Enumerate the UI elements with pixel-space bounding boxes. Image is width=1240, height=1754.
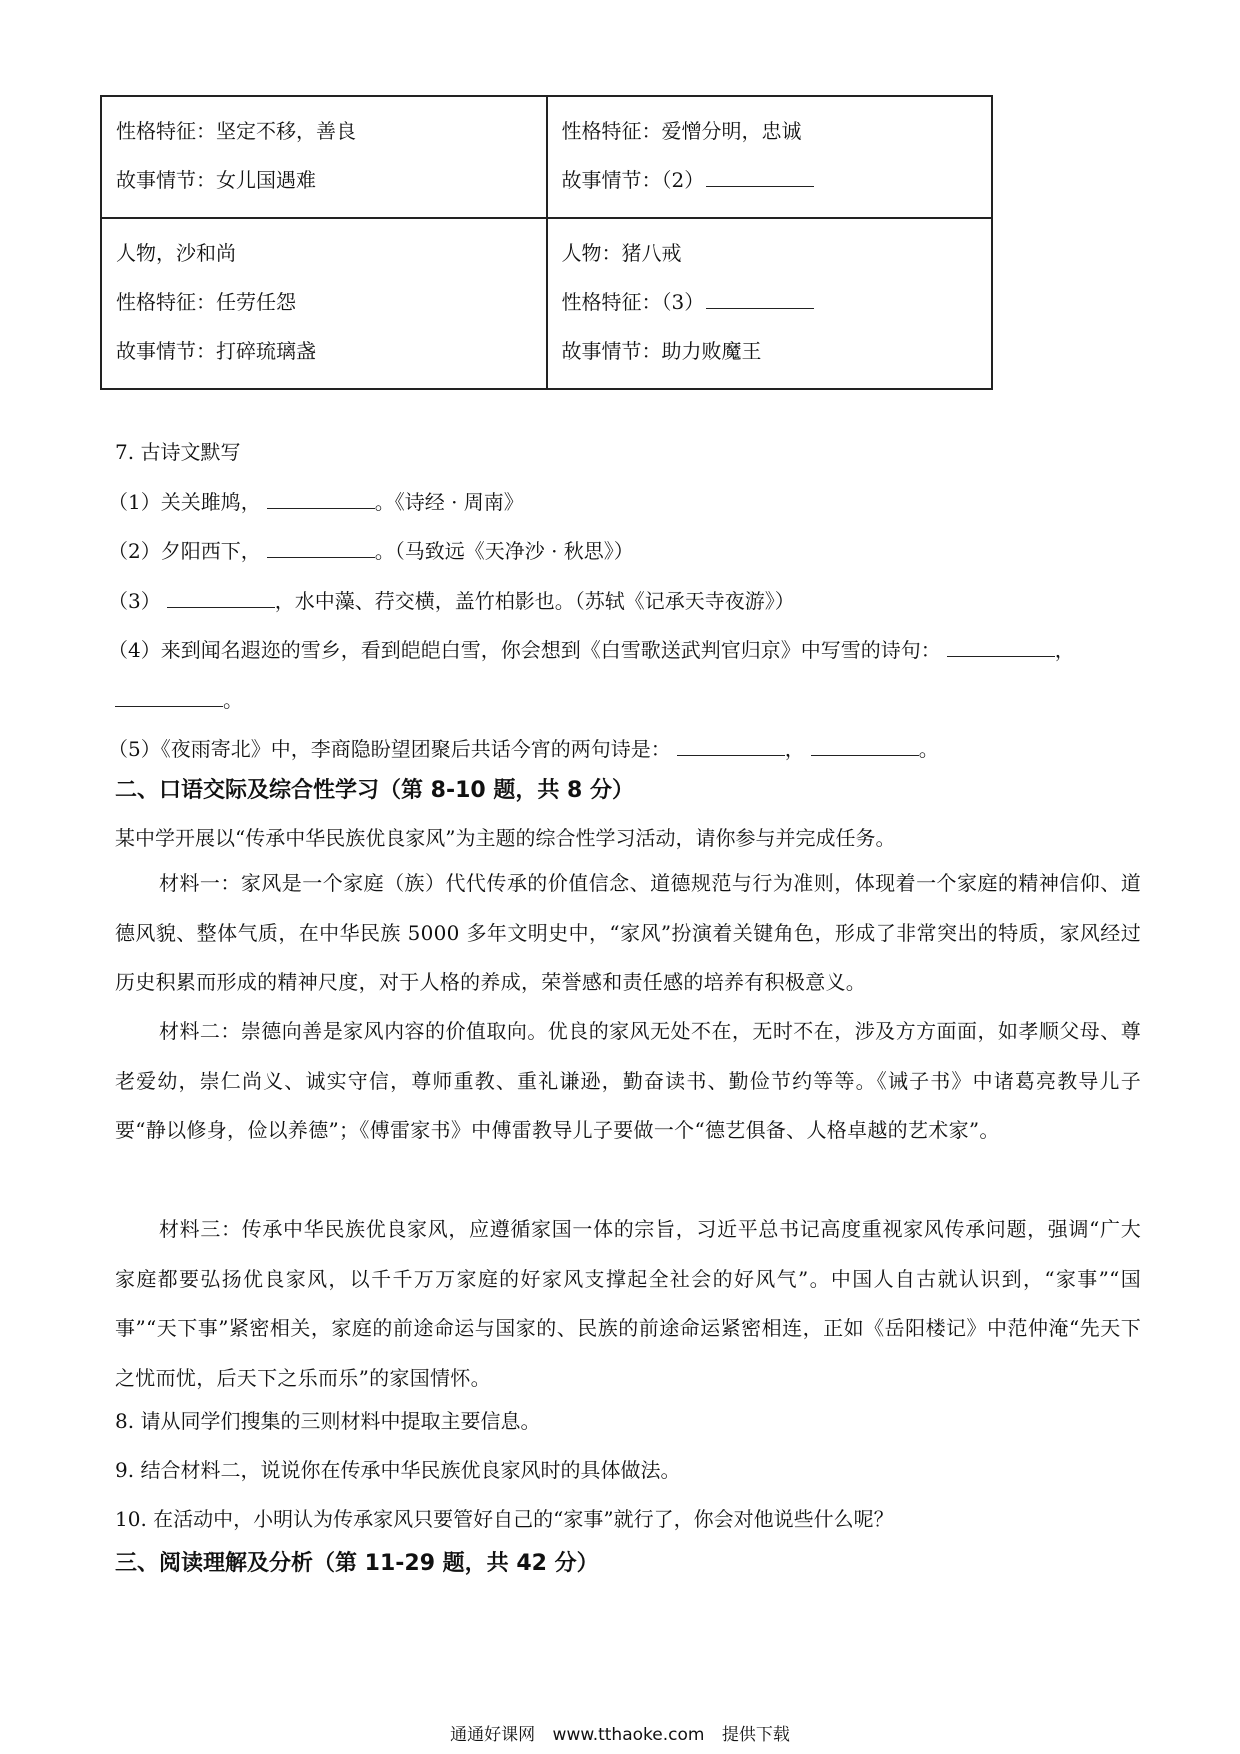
- table-cell-zhubajie: [547, 218, 993, 389]
- table-cell-sunwukong: [547, 96, 993, 218]
- answer-blank[interactable]: [677, 733, 785, 756]
- q7-item-2-after: 。（马致远《天净沙 · 秋思》）: [374, 539, 634, 563]
- q7-item-3-before: （3）: [108, 589, 161, 613]
- q7-item-1-after: 。《诗经 · 周南》: [374, 490, 524, 514]
- q7-item-5-after: 。: [918, 737, 939, 761]
- q7-item-2-before: （2）夕阳西下，: [108, 539, 261, 563]
- q7-item-4-before: （4）来到闻名遐迩的雪乡，看到皑皑白雪，你会想到《白雪歌送武判官归京》中写雪的诗句：: [108, 638, 941, 662]
- material-3: 材料三：传承中华民族优良家风，应遵循家国一体的宗旨，习近平总书记高度重视家风传承问题，强调“广大家庭都要弘扬优良家风，以千千万万家庭的好家风支撑起全社会的好风气”。中国人自古就认识到，“家事”“国事”“天下事”紧密相关，家庭的前途命运与国家的、民族的前途命运紧密相连，正如《岳阳楼记》中范仲淹“先天下之忧而忧，后天下之乐而乐”的家国情怀。: [115, 1217, 1141, 1390]
- q7-item-4-after2: 。: [223, 688, 243, 712]
- q7-item-5-middle: ，: [784, 737, 805, 761]
- footer-url[interactable]: www.tthaoke.com: [552, 1725, 705, 1745]
- cell-line-text: 性格特征：（3）: [561, 290, 705, 314]
- question-9: 9. 结合材料二，说说你在传承中华民族优良家风时的具体做法。: [115, 1458, 681, 1482]
- cell-line: 故事情节：女儿国遇难: [116, 168, 316, 192]
- answer-blank[interactable]: [706, 286, 814, 309]
- q7-title: 7. 古诗文默写: [115, 440, 241, 464]
- answer-blank[interactable]: [167, 585, 275, 608]
- q7-item-3: [108, 585, 795, 614]
- cell-line: 性格特征：坚定不移，善良: [116, 119, 356, 143]
- q7-item-4-after: ，: [1054, 638, 1075, 662]
- cell-line: [562, 156, 978, 205]
- cell-line: 故事情节：助力败魔王: [561, 339, 762, 363]
- answer-blank[interactable]: [706, 164, 814, 187]
- question-8: 8. 请从同学们搜集的三则材料中提取主要信息。: [115, 1409, 541, 1433]
- q7-item-3-after: ，水中藻、荇交横，盖竹柏影也。（苏轼《记承天寺夜游》）: [274, 589, 795, 613]
- answer-blank[interactable]: [267, 486, 375, 509]
- cell-line: 性格特征：爱憎分明，忠诚: [561, 119, 802, 143]
- cell-line-text: 故事情节：（2）: [561, 168, 705, 192]
- q7-item-5-before: （5）《夜雨寄北》中，李商隐盼望团聚后共话今宵的两句诗是：: [108, 737, 671, 761]
- answer-blank[interactable]: [115, 684, 223, 707]
- question-10: 10. 在活动中，小明认为传承家风只要管好自己的“家事”就行了，你会对他说些什么呢？: [115, 1507, 894, 1531]
- answer-blank[interactable]: [811, 733, 919, 756]
- footer-site-name: 通通好课网: [450, 1725, 536, 1745]
- cell-line: 故事情节：打碎琉璃盏: [116, 339, 316, 363]
- character-table: [100, 95, 993, 390]
- table-cell-shaheshang: [101, 218, 547, 389]
- answer-blank[interactable]: [267, 535, 375, 558]
- q7-item-5: [108, 733, 939, 762]
- q7-item-1: [108, 486, 524, 515]
- section3-heading: 三、阅读理解及分析（第 11-29 题，共 42 分）: [115, 1551, 599, 1576]
- q7-item-1-before: （1）关关雎鸠，: [108, 490, 261, 514]
- table-cell-tangseng: [101, 96, 547, 218]
- q7-item-2: [108, 535, 634, 564]
- section2-intro: 某中学开展以“传承中华民族优良家风”为主题的综合性学习活动，请你参与并完成任务。: [115, 826, 896, 850]
- cell-line: 人物，沙和尚: [116, 241, 236, 265]
- material-2: 材料二：崇德向善是家风内容的价值取向。优良的家风无处不在，无时不在，涉及方方面面，如孝顺父母、尊老爱幼，崇仁尚义、诚实守信，尊师重教、重礼谦逊，勤奋读书、勤俭节约等等。《诫子书》中诸葛亮教导儿子要“静以修身，俭以养德”；《傅雷家书》中傅雷教导儿子要做一个“德艺俱备、人格卓越的艺术家”。: [115, 1019, 1141, 1142]
- cell-line: [562, 278, 978, 327]
- material-1: 材料一：家风是一个家庭（族）代代传承的价值信念、道德规范与行为准则，体现着一个家庭的精神信仰、道德风貌、整体气质，在中华民族 5000 多年文明史中，“家风”扮演着关键角色，形成了非常突出的特质，家风经过历史积累而形成的精神尺度，对于人格的养成，荣誉感和责任感的培养有积极意义。: [115, 871, 1141, 994]
- cell-line: 性格特征：任劳任怨: [116, 290, 296, 314]
- q7-item-4: [108, 634, 1075, 663]
- footer-note: 提供下载: [721, 1725, 790, 1745]
- cell-line: 人物：猪八戒: [561, 241, 682, 265]
- page-footer: [0, 1720, 1240, 1745]
- q7-item-4-continued: [115, 684, 243, 713]
- section2-heading: 二、口语交际及综合性学习（第 8-10 题，共 8 分）: [115, 778, 634, 803]
- answer-blank[interactable]: [947, 634, 1055, 657]
